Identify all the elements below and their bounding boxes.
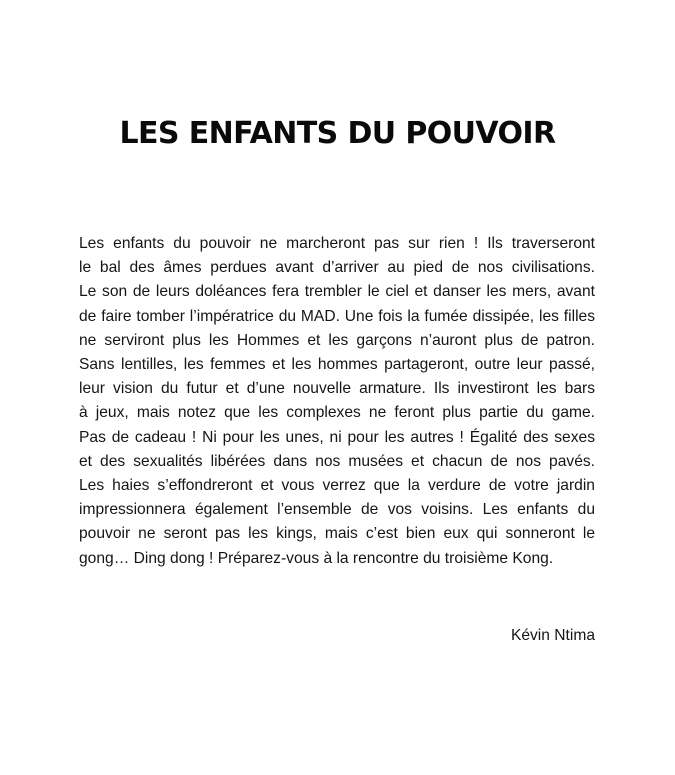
paragraph-line: Sans lentilles, les femmes et les hommes partageront, outre leur passé,: [79, 356, 595, 374]
paragraph-line: ne serviront plus les Hommes et les garçons n’auront plus de patron.: [79, 331, 595, 349]
body-paragraph: [79, 232, 595, 571]
paragraph-line: gong… Ding dong ! Préparez-vous à la rencontre du troisième Kong.: [79, 549, 554, 567]
page-title: LES ENFANTS DU POUVOIR: [119, 116, 556, 151]
paragraph-line: Les haies s’effondreront et vous verrez que la verdure de votre jardin: [79, 477, 595, 495]
paragraph-line: Les enfants du pouvoir ne marcheront pas sur rien ! Ils traverseront: [79, 235, 595, 252]
paragraph-line: Le son de leurs doléances fera trembler le ciel et danser les mers, avant: [79, 283, 595, 301]
paragraph-line: impressionnera également l’ensemble de vos voisins. Les enfants du: [79, 501, 595, 519]
paragraph-line: le bal des âmes perdues avant d’arriver au pied de nos civilisations.: [79, 259, 595, 277]
author-signature: Kévin Ntima: [510, 627, 595, 644]
paragraph-line: à jeux, mais notez que les complexes ne feront plus partie du game.: [79, 404, 595, 422]
paragraph-line: leur vision du futur et d’une nouvelle armature. Ils investiront les bars: [79, 380, 595, 398]
paragraph-line: pouvoir ne seront pas les kings, mais c’est bien eux qui sonneront le: [79, 525, 595, 543]
paragraph-line: Pas de cadeau ! Ni pour les unes, ni pour les autres ! Égalité des sexes: [79, 428, 595, 446]
paragraph-line: et des sexualités libérées dans nos musées et chacun de nos pavés.: [79, 452, 595, 470]
paragraph-line: de faire tomber l’impératrice du MAD. Une fois la fumée dissipée, les filles: [79, 307, 595, 325]
